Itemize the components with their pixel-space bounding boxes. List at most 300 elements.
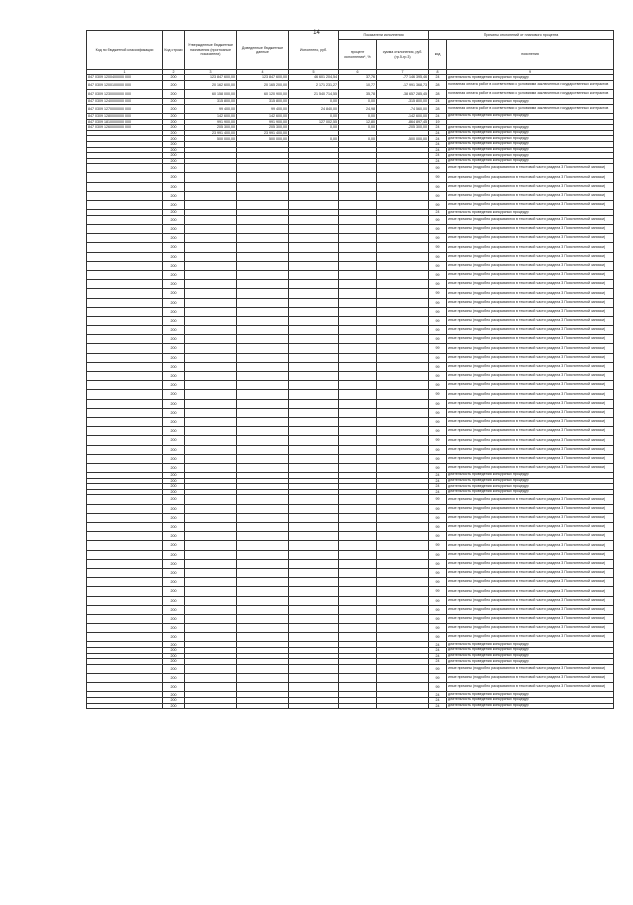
budget-code-cell: 847 0309 1240000000 000 <box>87 99 163 105</box>
executed-amount-cell <box>289 182 339 191</box>
reason-code-cell: 99 <box>429 674 447 683</box>
line-code-cell: 200 <box>163 703 185 709</box>
table-row <box>87 344 614 353</box>
table-row <box>87 173 614 182</box>
budget-code-cell: 847 0309 1280000000 000 <box>87 113 163 119</box>
budget-code-cell <box>87 326 163 335</box>
reason-text-cell: поэтапная оплата работ в соответствии с условиями заключенных государственных контрактов <box>447 104 614 113</box>
executed-amount-cell <box>289 280 339 289</box>
column-index: 9 <box>447 70 614 75</box>
percent-cell <box>339 399 377 408</box>
reason-code-cell: 24 <box>429 210 447 216</box>
executed-amount-cell <box>289 399 339 408</box>
table-body <box>87 75 614 709</box>
line-code-cell: 200 <box>163 578 185 587</box>
deviation-cell <box>377 243 429 252</box>
deviation-cell <box>377 532 429 541</box>
approved-amount-cell <box>185 596 237 605</box>
line-code-cell: 200 <box>163 113 185 119</box>
line-code-cell: 200 <box>163 130 185 136</box>
deviation-cell <box>377 381 429 390</box>
header-percent: процент исполнения*, % <box>339 40 377 70</box>
line-code-cell: 200 <box>163 445 185 454</box>
budget-code-cell: 847 0309 1230000000 000 <box>87 89 163 98</box>
line-code-cell: 200 <box>163 532 185 541</box>
budget-code-cell <box>87 664 163 673</box>
reason-code-cell: 99 <box>429 504 447 513</box>
approved-amount-cell <box>185 280 237 289</box>
executed-amount-cell <box>289 436 339 445</box>
percent-cell <box>339 417 377 426</box>
percent-cell <box>339 504 377 513</box>
line-code-cell: 200 <box>163 624 185 633</box>
executed-amount-cell <box>289 201 339 210</box>
deviation-cell <box>377 550 429 559</box>
line-code-cell: 200 <box>163 344 185 353</box>
table-row <box>87 568 614 577</box>
reason-code-cell: 99 <box>429 362 447 371</box>
reason-text-cell: иные причины (подробно раскрываются в текстовой части раздела 3 Пояснительной записки) <box>447 182 614 191</box>
reason-text-cell: иные причины (подробно раскрываются в текстовой части раздела 3 Пояснительной записки) <box>447 164 614 173</box>
header-executed: Исполнено, руб. <box>289 31 339 70</box>
executed-amount-cell <box>289 550 339 559</box>
reason-code-cell: 99 <box>429 225 447 234</box>
reason-code-cell: 28 <box>429 80 447 89</box>
column-index: 6 <box>339 70 377 75</box>
reason-text-cell: иные причины (подробно раскрываются в текстовой части раздела 3 Пояснительной записки) <box>447 674 614 683</box>
table-row <box>87 243 614 252</box>
limits-amount-cell <box>237 614 289 623</box>
line-code-cell: 200 <box>163 659 185 665</box>
table-row <box>87 362 614 371</box>
reason-text-cell: иные причины (подробно раскрываются в текстовой части раздела 3 Пояснительной записки) <box>447 445 614 454</box>
line-code-cell: 200 <box>163 559 185 568</box>
deviation-cell: -38 657 285,45 <box>377 89 429 98</box>
table-row <box>87 614 614 623</box>
line-code-cell: 200 <box>163 80 185 89</box>
table-row <box>87 523 614 532</box>
table-row <box>87 298 614 307</box>
reason-code-cell: 19 <box>429 119 447 125</box>
table-row <box>87 307 614 316</box>
reason-text-cell: иные причины (подробно раскрываются в текстовой части раздела 3 Пояснительной записки) <box>447 436 614 445</box>
deviation-cell <box>377 596 429 605</box>
column-index: 5 <box>289 70 339 75</box>
percent-cell <box>339 252 377 261</box>
deviation-cell <box>377 587 429 596</box>
reason-text-cell: иные причины (подробно раскрываются в текстовой части раздела 3 Пояснительной записки) <box>447 454 614 463</box>
approved-amount-cell <box>185 399 237 408</box>
line-code-cell: 200 <box>163 158 185 164</box>
reason-code-cell: 99 <box>429 298 447 307</box>
header-limits: Доведенные бюджетные данные <box>237 31 289 70</box>
deviation-cell: -142 600,00 <box>377 113 429 119</box>
budget-code-cell <box>87 307 163 316</box>
percent-cell <box>339 587 377 596</box>
reason-code-cell: 99 <box>429 289 447 298</box>
reason-text-cell: иные причины (подробно раскрываются в текстовой части раздела 3 Пояснительной записки) <box>447 261 614 270</box>
reason-code-cell: 99 <box>429 335 447 344</box>
approved-amount-cell: 991 900,00 <box>185 119 237 125</box>
line-code-cell: 200 <box>163 215 185 224</box>
limits-amount-cell: 99 400,00 <box>237 104 289 113</box>
line-code-cell: 200 <box>163 173 185 182</box>
deviation-cell: -205 300,00 <box>377 125 429 131</box>
deviation-cell <box>377 624 429 633</box>
executed-amount-cell <box>289 541 339 550</box>
percent-cell <box>339 624 377 633</box>
executed-amount-cell <box>289 523 339 532</box>
approved-amount-cell <box>185 633 237 642</box>
line-code-cell: 200 <box>163 513 185 522</box>
budget-code-cell <box>87 335 163 344</box>
table-row <box>87 504 614 513</box>
deviation-cell <box>377 633 429 642</box>
limits-amount-cell <box>237 270 289 279</box>
percent-cell <box>339 191 377 200</box>
line-code-cell: 200 <box>163 362 185 371</box>
deviation-cell <box>377 523 429 532</box>
line-code-cell: 200 <box>163 119 185 125</box>
percent-cell <box>339 307 377 316</box>
limits-amount-cell: 500 000,00 <box>237 136 289 142</box>
limits-amount-cell <box>237 541 289 550</box>
reason-code-cell: 99 <box>429 252 447 261</box>
percent-cell <box>339 445 377 454</box>
line-code-cell: 200 <box>163 153 185 159</box>
executed-amount-cell: 2 171 231,27 <box>289 80 339 89</box>
reason-code-cell: 99 <box>429 683 447 692</box>
reason-text-cell: иные причины (подробно раскрываются в текстовой части раздела 3 Пояснительной записки) <box>447 399 614 408</box>
limits-amount-cell <box>237 703 289 709</box>
approved-amount-cell <box>185 234 237 243</box>
reason-code-cell: 24 <box>429 473 447 479</box>
table-row <box>87 550 614 559</box>
reason-code-cell: 99 <box>429 270 447 279</box>
executed-amount-cell <box>289 270 339 279</box>
approved-amount-cell <box>185 445 237 454</box>
budget-code-cell: 847 0309 1200400000 000 <box>87 75 163 81</box>
line-code-cell: 200 <box>163 463 185 472</box>
reason-code-cell: 99 <box>429 495 447 504</box>
page-number: 14 <box>313 30 320 36</box>
percent-cell <box>339 664 377 673</box>
limits-amount-cell <box>237 280 289 289</box>
percent-cell <box>339 215 377 224</box>
line-code-cell: 200 <box>163 642 185 648</box>
reason-text-cell: иные причины (подробно раскрываются в текстовой части раздела 3 Пояснительной записки) <box>447 243 614 252</box>
reason-code-cell: 99 <box>429 234 447 243</box>
reason-code-cell: 24 <box>429 153 447 159</box>
limits-amount-cell <box>237 624 289 633</box>
deviation-cell <box>377 225 429 234</box>
reason-code-cell: 99 <box>429 578 447 587</box>
table-row <box>87 513 614 522</box>
table-row <box>87 674 614 683</box>
limits-amount-cell: 315 800,00 <box>237 99 289 105</box>
line-code-cell: 200 <box>163 683 185 692</box>
executed-amount-cell <box>289 683 339 692</box>
budget-code-cell <box>87 164 163 173</box>
budget-code-cell <box>87 541 163 550</box>
approved-amount-cell <box>185 191 237 200</box>
reason-code-cell: 99 <box>429 568 447 577</box>
percent-cell <box>339 559 377 568</box>
budget-code-cell <box>87 225 163 234</box>
budget-code-cell <box>87 408 163 417</box>
table-row <box>87 261 614 270</box>
percent-cell <box>339 683 377 692</box>
reason-text-cell: длительность проведения конкурсных процедур <box>447 692 614 698</box>
reason-code-cell: 99 <box>429 550 447 559</box>
percent-cell: 37,76 <box>339 75 377 81</box>
table-row <box>87 335 614 344</box>
header-reason-text: пояснения <box>447 40 614 70</box>
executed-amount-cell <box>289 164 339 173</box>
line-code-cell: 200 <box>163 614 185 623</box>
approved-amount-cell: 23 991 400,00 <box>185 130 237 136</box>
reason-code-cell: 99 <box>429 408 447 417</box>
table-row <box>87 191 614 200</box>
reason-code-cell: 99 <box>429 427 447 436</box>
limits-amount-cell <box>237 390 289 399</box>
reason-text-cell: длительность проведения конкурсных процедур <box>447 478 614 484</box>
executed-amount-cell <box>289 454 339 463</box>
table-row <box>87 353 614 362</box>
approved-amount-cell <box>185 541 237 550</box>
approved-amount-cell <box>185 550 237 559</box>
reason-code-cell: 24 <box>429 659 447 665</box>
budget-code-cell <box>87 234 163 243</box>
line-code-cell: 200 <box>163 372 185 381</box>
limits-amount-cell <box>237 298 289 307</box>
approved-amount-cell <box>185 523 237 532</box>
approved-amount-cell: 315 800,00 <box>185 99 237 105</box>
line-code-cell: 200 <box>163 692 185 698</box>
line-code-cell: 200 <box>163 390 185 399</box>
reason-text-cell: иные причины (подробно раскрываются в текстовой части раздела 3 Пояснительной записки) <box>447 427 614 436</box>
executed-amount-cell <box>289 353 339 362</box>
percent-cell <box>339 614 377 623</box>
reason-text-cell: длительность проведения конкурсных процедур <box>447 489 614 495</box>
percent-cell <box>339 381 377 390</box>
approved-amount-cell <box>185 164 237 173</box>
budget-code-cell <box>87 578 163 587</box>
line-code-cell: 200 <box>163 427 185 436</box>
percent-cell <box>339 280 377 289</box>
reason-text-cell: длительность проведения конкурсных процедур <box>447 136 614 142</box>
reason-code-cell: 28 <box>429 104 447 113</box>
reason-text-cell: иные причины (подробно раскрываются в текстовой части раздела 3 Пояснительной записки) <box>447 280 614 289</box>
approved-amount-cell <box>185 513 237 522</box>
reason-code-cell: 99 <box>429 215 447 224</box>
executed-amount-cell <box>289 445 339 454</box>
deviation-cell <box>377 674 429 683</box>
limits-amount-cell <box>237 683 289 692</box>
approved-amount-cell <box>185 215 237 224</box>
limits-amount-cell <box>237 243 289 252</box>
reason-code-cell: 99 <box>429 261 447 270</box>
budget-code-cell <box>87 559 163 568</box>
approved-amount-cell: 205 300,00 <box>185 125 237 131</box>
reason-text-cell: длительность проведения конкурсных процедур <box>447 484 614 490</box>
reason-text-cell: длительность проведения конкурсных процедур <box>447 130 614 136</box>
approved-amount-cell <box>185 559 237 568</box>
line-code-cell: 200 <box>163 89 185 98</box>
column-index: 4 <box>237 70 289 75</box>
executed-amount-cell <box>289 559 339 568</box>
deviation-cell <box>377 362 429 371</box>
budget-code-cell <box>87 390 163 399</box>
budget-code-cell <box>87 280 163 289</box>
line-code-cell: 200 <box>163 289 185 298</box>
limits-amount-cell <box>237 215 289 224</box>
limits-amount-cell <box>237 408 289 417</box>
reason-code-cell: 24 <box>429 478 447 484</box>
column-index: 8 <box>429 70 447 75</box>
limits-amount-cell <box>237 454 289 463</box>
reason-text-cell: иные причины (подробно раскрываются в текстовой части раздела 3 Пояснительной записки) <box>447 614 614 623</box>
reason-code-cell: 99 <box>429 399 447 408</box>
reason-text-cell: длительность проведения конкурсных процедур <box>447 703 614 709</box>
limits-amount-cell <box>237 344 289 353</box>
percent-cell <box>339 454 377 463</box>
executed-amount-cell <box>289 298 339 307</box>
line-code-cell: 200 <box>163 408 185 417</box>
percent-cell <box>339 344 377 353</box>
reason-code-cell: 24 <box>429 99 447 105</box>
deviation-cell <box>377 436 429 445</box>
reason-code-cell: 24 <box>429 147 447 153</box>
budget-code-cell <box>87 568 163 577</box>
reason-text-cell: иные причины (подробно раскрываются в текстовой части раздела 3 Пояснительной записки) <box>447 326 614 335</box>
limits-amount-cell <box>237 504 289 513</box>
line-code-cell: 200 <box>163 484 185 490</box>
table-row <box>87 270 614 279</box>
executed-amount-cell: 21 540 714,55 <box>289 89 339 98</box>
budget-code-cell <box>87 243 163 252</box>
executed-amount-cell: 24 840,00 <box>289 104 339 113</box>
table-row <box>87 381 614 390</box>
line-code-cell: 200 <box>163 633 185 642</box>
line-code-cell: 200 <box>163 495 185 504</box>
line-code-cell: 200 <box>163 473 185 479</box>
budget-code-cell <box>87 624 163 633</box>
column-index: 3 <box>185 70 237 75</box>
deviation-cell <box>377 326 429 335</box>
percent-cell <box>339 335 377 344</box>
percent-cell: 35,78 <box>339 89 377 98</box>
reason-code-cell: 99 <box>429 280 447 289</box>
budget-code-cell <box>87 215 163 224</box>
header-reasons: Причины отклонений от планового процента <box>429 31 614 40</box>
limits-amount-cell <box>237 445 289 454</box>
approved-amount-cell <box>185 408 237 417</box>
budget-code-cell <box>87 683 163 692</box>
reason-text-cell: иные причины (подробно раскрываются в текстовой части раздела 3 Пояснительной записки) <box>447 390 614 399</box>
reason-code-cell: 99 <box>429 353 447 362</box>
approved-amount-cell <box>185 454 237 463</box>
limits-amount-cell <box>237 463 289 472</box>
reason-text-cell: иные причины (подробно раскрываются в текстовой части раздела 3 Пояснительной записки) <box>447 504 614 513</box>
percent-cell <box>339 225 377 234</box>
approved-amount-cell <box>185 417 237 426</box>
approved-amount-cell <box>185 436 237 445</box>
executed-amount-cell <box>289 234 339 243</box>
percent-cell <box>339 316 377 325</box>
percent-cell: 12,80 <box>339 119 377 125</box>
approved-amount-cell: 99 400,00 <box>185 104 237 113</box>
deviation-cell <box>377 463 429 472</box>
budget-code-cell <box>87 344 163 353</box>
approved-amount-cell <box>185 683 237 692</box>
table-row <box>87 445 614 454</box>
percent-cell <box>339 578 377 587</box>
table-row <box>87 80 614 89</box>
executed-amount-cell <box>289 633 339 642</box>
reason-text-cell: иные причины (подробно раскрываются в текстовой части раздела 3 Пояснительной записки) <box>447 252 614 261</box>
reason-code-cell: 99 <box>429 605 447 614</box>
limits-amount-cell <box>237 674 289 683</box>
limits-amount-cell: 205 300,00 <box>237 125 289 131</box>
line-code-cell: 200 <box>163 596 185 605</box>
executed-amount-cell <box>289 362 339 371</box>
reason-text-cell: длительность проведения конкурсных процедур <box>447 648 614 654</box>
reason-text-cell: иные причины (подробно раскрываются в текстовой части раздела 3 Пояснительной записки) <box>447 191 614 200</box>
reason-text-cell: иные причины (подробно раскрываются в текстовой части раздела 3 Пояснительной записки) <box>447 568 614 577</box>
executed-amount-cell <box>289 316 339 325</box>
reason-text-cell: иные причины (подробно раскрываются в текстовой части раздела 3 Пояснительной записки) <box>447 353 614 362</box>
budget-code-cell <box>87 614 163 623</box>
deviation-cell: -500 000,00 <box>377 136 429 142</box>
table-row <box>87 683 614 692</box>
line-code-cell: 200 <box>163 674 185 683</box>
line-code-cell: 200 <box>163 417 185 426</box>
percent-cell <box>339 164 377 173</box>
percent-cell <box>339 513 377 522</box>
table-row <box>87 164 614 173</box>
budget-code-cell <box>87 463 163 472</box>
budget-code-cell <box>87 495 163 504</box>
percent-cell <box>339 523 377 532</box>
percent-cell <box>339 353 377 362</box>
line-code-cell: 200 <box>163 104 185 113</box>
line-code-cell: 200 <box>163 298 185 307</box>
limits-amount-cell <box>237 381 289 390</box>
percent-cell <box>339 243 377 252</box>
table-row <box>87 234 614 243</box>
limits-amount-cell <box>237 587 289 596</box>
limits-amount-cell <box>237 362 289 371</box>
deviation-cell <box>377 408 429 417</box>
limits-amount-cell <box>237 633 289 642</box>
percent-cell <box>339 298 377 307</box>
reason-text-cell: иные причины (подробно раскрываются в текстовой части раздела 3 Пояснительной записки) <box>447 362 614 371</box>
executed-amount-cell <box>289 664 339 673</box>
reason-code-cell: 24 <box>429 113 447 119</box>
table-row <box>87 427 614 436</box>
limits-amount-cell <box>237 436 289 445</box>
table-row <box>87 605 614 614</box>
approved-amount-cell <box>185 532 237 541</box>
percent-cell <box>339 541 377 550</box>
executed-amount-cell <box>289 578 339 587</box>
line-code-cell: 200 <box>163 648 185 654</box>
table-row <box>87 463 614 472</box>
deviation-cell <box>377 605 429 614</box>
reason-code-cell: 99 <box>429 454 447 463</box>
line-code-cell: 200 <box>163 234 185 243</box>
